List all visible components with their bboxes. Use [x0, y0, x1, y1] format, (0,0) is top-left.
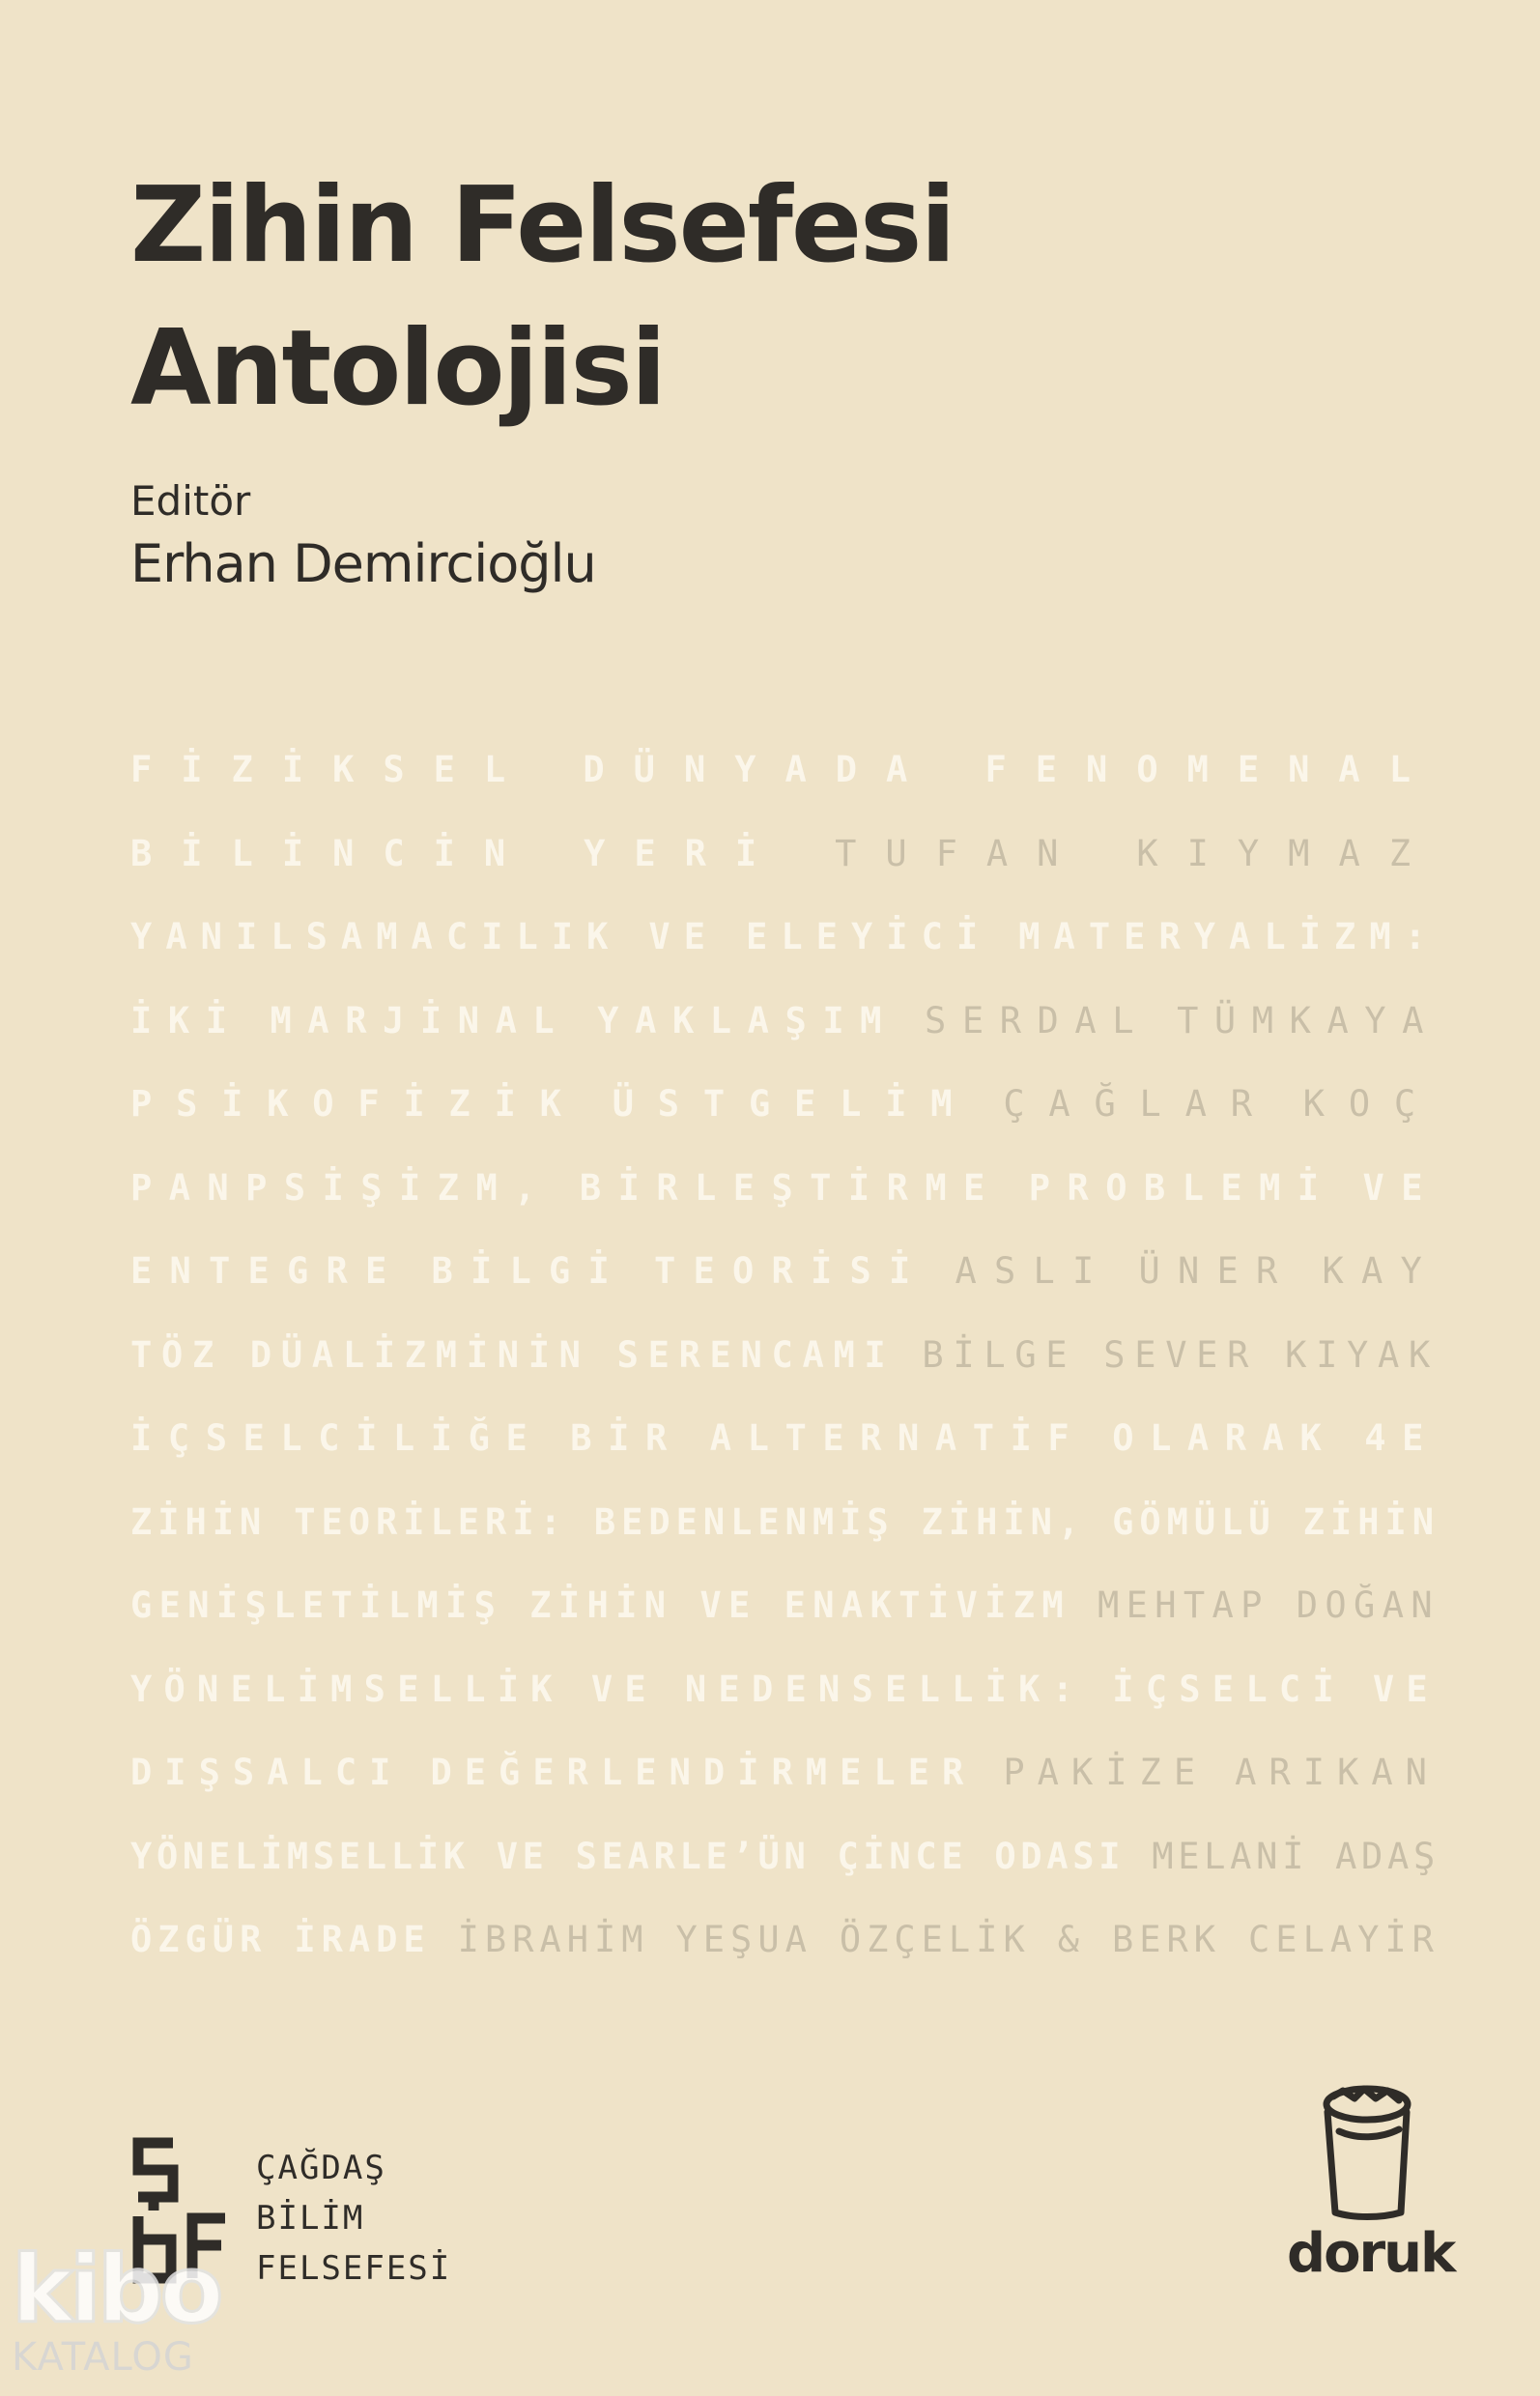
toc-line [130, 1564, 1440, 1648]
toc-title-word: DIŞSALCI [130, 1752, 404, 1794]
series-line-3: FELSEFESİ [256, 2249, 452, 2288]
toc-title-word: SERENCAMI [616, 1333, 896, 1376]
toc-title-word: TEORİSİ [654, 1250, 928, 1293]
watermark-sub: KATALOG [12, 2335, 194, 2380]
toc-title-word: ZİHİN [529, 1584, 673, 1627]
toc-title-word: İÇSELCİLİĞE [130, 1417, 544, 1460]
toc-author-word: ÖZÇELİK [839, 1919, 1031, 1961]
toc-title-word: FİZİKSEL [130, 749, 535, 791]
toc-author-word: ÇAĞLAR [1003, 1083, 1276, 1126]
toc-title-word: MARJİNAL [270, 999, 571, 1041]
toc-title-word: YANILSAMACILIK [130, 916, 622, 958]
toc-title-word: NEDENSELLİK: [684, 1668, 1086, 1710]
toc-title-word: VE [699, 1584, 757, 1627]
series-name [256, 2143, 451, 2294]
toc-title-word: ZİHİN [1302, 1500, 1440, 1543]
toc-title-word: TÖZ [130, 1333, 223, 1376]
toc-author-word: BİLGE [922, 1333, 1077, 1376]
toc-line [130, 1147, 1440, 1231]
toc-line [130, 896, 1440, 980]
toc-author-word: MELANİ [1152, 1835, 1309, 1877]
toc-title-word: BİLİNCİN [130, 832, 535, 874]
toc-author-word: SEVER [1103, 1333, 1259, 1376]
toc-author-word: TÜMKAYA [1177, 999, 1440, 1041]
toc-title-word: DÜNYADA [583, 749, 937, 791]
toc-title-word: İÇSELCİ [1112, 1668, 1346, 1710]
toc-title-word: OLARAK [1112, 1417, 1338, 1460]
toc-title-word: YAKLAŞIM [597, 999, 898, 1041]
watermark-logo [12, 2236, 220, 2380]
toc-title-word: VE [590, 1668, 658, 1710]
title-line-2: Antolojisi [130, 308, 665, 429]
toc-author-word: KAY [1322, 1250, 1440, 1293]
toc-title-word: VE [1372, 1668, 1440, 1710]
toc-line [130, 1314, 1440, 1398]
series-line-2: BİLİM [256, 2199, 365, 2238]
toc-author-word: ADAŞ [1335, 1835, 1440, 1877]
toc-title-word: 4E [1364, 1417, 1440, 1460]
toc-title-word: ZİHİN, [921, 1500, 1086, 1543]
watermark-mark: kibo [12, 2236, 220, 2344]
toc-author-word: ARIKAN [1235, 1752, 1440, 1794]
toc-title-word: YÖNELİMSELLİK [130, 1668, 564, 1710]
toc-author-word: YEŞUA [675, 1919, 813, 1961]
toc-line [130, 1815, 1440, 1899]
toc-line [130, 1648, 1440, 1732]
toc-line [130, 728, 1440, 813]
toc-title-word: İRADE [294, 1919, 431, 1961]
toc-line [130, 980, 1440, 1064]
toc-title-word: ELEYİCİ [746, 916, 992, 958]
toc-line [130, 813, 1440, 897]
toc-title-word: SEARLE’ÜN [575, 1835, 811, 1877]
toc-line [130, 1481, 1440, 1565]
toc-author-word: & [1057, 1919, 1085, 1961]
toc-title-word: ODASI [994, 1835, 1126, 1877]
toc-title-word: FENOMENAL [984, 749, 1440, 791]
toc-title-word: MATERYALİZM: [1018, 916, 1440, 958]
publisher-name: doruk [1287, 2222, 1455, 2285]
toc-title-word: PSİKOFİZİK [130, 1083, 585, 1126]
toc-title-word: PANPSİŞİZM, [130, 1166, 553, 1209]
toc-title-word: ZİHİN [130, 1500, 268, 1543]
toc-title-word: YERİ [584, 832, 786, 874]
toc-author-word: KOÇ [1302, 1083, 1440, 1126]
toc-title-word: İKİ [130, 999, 243, 1041]
toc-title-word: BİR [570, 1417, 683, 1460]
toc-author-word: ÜNER [1138, 1250, 1296, 1293]
toc-author-word: DOĞAN [1296, 1584, 1440, 1627]
toc-title-word: BEDENLENMİŞ [593, 1500, 895, 1543]
toc-author-word: MEHTAP [1097, 1584, 1269, 1627]
toc-author-word: CELAYİR [1248, 1919, 1440, 1961]
toc-title-word: ÇİNCE [837, 1835, 968, 1877]
toc-line [130, 1731, 1440, 1815]
toc-author-word: KIYMAZ [1136, 832, 1440, 874]
toc-title-word: ÖZGÜR [130, 1919, 268, 1961]
editor-label: Editör [130, 477, 251, 525]
toc-line [130, 1063, 1440, 1147]
toc-title-word: GÖMÜLÜ [1112, 1500, 1276, 1543]
toc-author-word: KIYAK [1285, 1333, 1440, 1376]
toc-author-word: İBRAHİM [457, 1919, 649, 1961]
toc-title-word: BİLGİ [431, 1250, 627, 1293]
toc-title-word: DÜALİZMİNİN [249, 1333, 590, 1376]
toc-title-word: ÜSTGELİM [612, 1083, 977, 1126]
toc-line [130, 1898, 1440, 1982]
toc-title-word: ENTEGRE [130, 1250, 405, 1293]
bucket-icon [1314, 2077, 1420, 2222]
series-line-1: ÇAĞDAŞ [256, 2149, 386, 2187]
table-of-contents [130, 728, 1440, 1982]
toc-author-word: PAKİZE [1003, 1752, 1209, 1794]
toc-title-word: TEORİLERİ: [294, 1500, 567, 1543]
toc-title-word: VE [648, 916, 720, 958]
toc-title-word: VE [1362, 1166, 1440, 1209]
toc-author-word: BERK [1111, 1919, 1222, 1961]
toc-title-word: PROBLEMİ [1028, 1166, 1336, 1209]
title-line-1: Zihin Felsefesi [130, 165, 955, 286]
toc-line [130, 1397, 1440, 1481]
toc-author-word: ASLI [955, 1250, 1112, 1293]
toc-author-word: TUFAN [835, 832, 1088, 874]
toc-title-word: YÖNELİMSELLİK [130, 1835, 470, 1877]
toc-author-word: SERDAL [925, 999, 1151, 1041]
toc-title-word: ALTERNATİF [709, 1417, 1086, 1460]
toc-title-word: VE [496, 1835, 549, 1877]
toc-title-word: ENAKTİVİZM [784, 1584, 1071, 1627]
toc-title-word: DEĞERLENDİRMELER [430, 1752, 977, 1794]
toc-line [130, 1230, 1440, 1314]
book-title [130, 155, 954, 441]
toc-title-word: BİRLEŞTİRME [579, 1166, 1002, 1209]
toc-title-word: GENİŞLETİLMİŞ [130, 1584, 503, 1627]
editor-name: Erhan Demircioğlu [130, 533, 596, 594]
